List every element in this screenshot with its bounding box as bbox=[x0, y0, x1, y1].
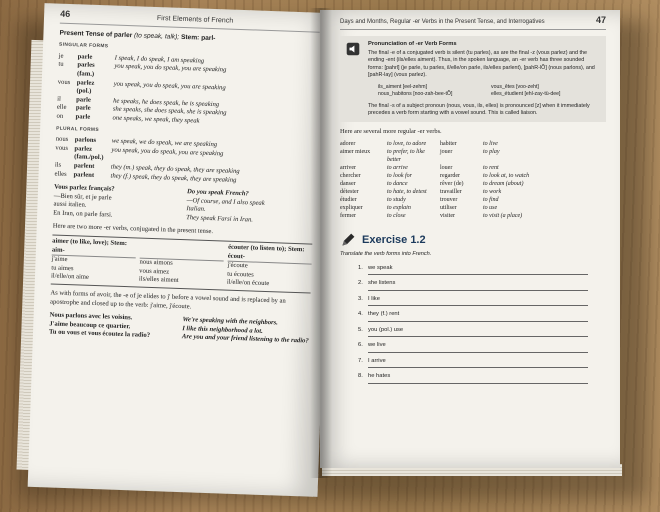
plural-conjugation bbox=[54, 136, 315, 188]
french-sentence: En Iran, on parle farsi. bbox=[53, 209, 113, 219]
exercise-number: 1. bbox=[358, 264, 363, 271]
verb-list-cell: rêver (de) bbox=[440, 181, 464, 188]
verb-form: parlent bbox=[73, 170, 95, 179]
verb-form: parle bbox=[77, 53, 93, 61]
exercise-prompt: we speak bbox=[368, 263, 588, 276]
english-sentence: —Of course, and I also speak bbox=[186, 196, 265, 207]
verb-list-cell: adorer bbox=[340, 141, 356, 148]
right-page bbox=[320, 10, 620, 468]
pronoun: elles bbox=[54, 170, 67, 178]
liaison-examples bbox=[378, 84, 598, 98]
verb-list-cell: aimer mieux bbox=[340, 149, 371, 156]
verb-list-cell: travailler bbox=[440, 189, 462, 196]
pronoun: on bbox=[56, 112, 64, 120]
french-sentence: Nous parlons avec les voisins. bbox=[49, 311, 133, 322]
table-cell: il/elle/on aime bbox=[50, 272, 90, 282]
verb-list-cell: visiter bbox=[440, 213, 455, 220]
verb-form: parlons bbox=[74, 136, 97, 145]
verb-list-cell: to close bbox=[387, 213, 406, 220]
table-header: aimer (to like, love); Stem: aim- bbox=[52, 238, 137, 259]
right-page-number: 47 bbox=[595, 15, 606, 25]
verbs-intro: Here are several more regular -er verbs. bbox=[340, 128, 442, 136]
table-cell: tu écoutes bbox=[227, 270, 254, 279]
english-sentence: Are you and your friend listening to the radio? bbox=[181, 333, 309, 345]
table-cell: ils/elles aiment bbox=[138, 275, 179, 285]
english-meaning: you speak, you do speak, you are speaking bbox=[113, 80, 226, 92]
verb-list-cell: fermer bbox=[340, 213, 356, 220]
verb-list-cell: to study bbox=[387, 197, 406, 204]
verb-list-cell: expliquer bbox=[340, 205, 363, 212]
left-page-number: 46 bbox=[60, 8, 71, 19]
singular-conjugation bbox=[56, 52, 318, 130]
english-meaning: she speaks, she does speak, she is speaking bbox=[112, 105, 227, 117]
exercise-items bbox=[358, 263, 588, 387]
box-paragraph-2: The final -s of a subject pronoun (nous, vous, ils, elles) is pronounced [z] when it immediately precedes a verb form starting with a vowel sound. This is called liaison. bbox=[368, 102, 590, 117]
english-meaning: one speaks, we speak, they speak bbox=[112, 114, 200, 125]
english-meaning: they (f.) speak, they do speak, they are speaking bbox=[110, 171, 237, 184]
verb-form: parles (fam.) bbox=[76, 61, 95, 78]
left-page bbox=[28, 3, 335, 497]
right-page-header bbox=[340, 16, 606, 30]
table-cell: vous aimez bbox=[139, 267, 170, 276]
pronoun: vous bbox=[55, 144, 69, 152]
table-cell: il/elle/on écoute bbox=[226, 279, 270, 288]
french-sentence: Tu ou vous et vous écoutez la radio? bbox=[48, 328, 151, 340]
table-cell: nous aimons bbox=[139, 258, 173, 267]
liaison-example: nous_habitons [noo-zah-bee-tÕ] bbox=[378, 90, 453, 97]
verb-list-cell: détester bbox=[340, 189, 359, 196]
table-intro: Here are two more -er verbs, conjugated in the present tense. bbox=[52, 222, 214, 236]
french-sentence: —Bien sûr, et je parle bbox=[53, 192, 112, 202]
right-header-title: Days and Months, Regular -er Verbs in the Present Tense, and Interrogatives bbox=[340, 19, 545, 25]
verb-list-cell: jouer bbox=[440, 149, 453, 156]
english-sentence: Italian. bbox=[186, 205, 206, 214]
verb-list-cell: to find bbox=[483, 197, 499, 204]
verb-list-cell: trouver bbox=[440, 197, 458, 204]
left-header-title: First Elements of French bbox=[156, 15, 234, 25]
table-cell: j'écoute bbox=[227, 261, 248, 270]
verb-list-cell: to play bbox=[483, 149, 500, 156]
english-meaning: you speak, you do speak, you are speaking bbox=[111, 146, 224, 158]
verb-form: parlez bbox=[74, 144, 93, 153]
left-page-header bbox=[60, 10, 320, 33]
box-title: Pronunciation of -er Verb Forms bbox=[368, 40, 457, 47]
exercise-prompt: I like bbox=[368, 294, 588, 307]
verb-form: parlez (pol.) bbox=[76, 78, 95, 95]
plural-label: PLURAL FORMS bbox=[56, 126, 100, 133]
english-meaning: we speak, we do speak, we are speaking bbox=[111, 137, 218, 149]
verb-list-cell: chercher bbox=[340, 173, 361, 180]
exercise-prompt: you (pol.) use bbox=[368, 325, 588, 338]
table-cell: j'aime bbox=[51, 255, 68, 264]
french-sentence: aussi italien. bbox=[53, 200, 87, 209]
verb-list-cell: to dance bbox=[387, 181, 408, 188]
verb-list-cell: to hate, to detest bbox=[387, 189, 427, 196]
exercise-prompt: they (f.) rent bbox=[368, 309, 588, 322]
pronoun: vous bbox=[57, 78, 71, 86]
verb-form: parle bbox=[75, 113, 91, 121]
verb-list-cell: to prefer, to like better bbox=[387, 149, 425, 164]
verb-list-cell: danser bbox=[340, 181, 356, 188]
exercise-number: 6. bbox=[358, 342, 363, 349]
singular-label: SINGULAR FORMS bbox=[58, 42, 109, 50]
verb-list-cell: arriver bbox=[340, 165, 356, 172]
english-sentence: We're speaking with the neighbors. bbox=[182, 316, 278, 327]
table-header: écouter (to listen to); Stem: écout- bbox=[228, 244, 313, 265]
verb-list-cell: to explain bbox=[387, 205, 411, 212]
french-sentence: Vous parlez français? bbox=[53, 183, 115, 193]
exercise-prompt: she listens bbox=[368, 278, 588, 291]
verb-list-cell: to love, to adore bbox=[387, 141, 427, 148]
verb-list-cell: to arrive bbox=[387, 165, 408, 172]
verb-list-cell: louer bbox=[440, 165, 453, 172]
verb-list-cell: to look at, to watch bbox=[483, 173, 530, 180]
english-sentence: Do you speak French? bbox=[186, 188, 249, 198]
verb-list-cell: to look for bbox=[387, 173, 412, 180]
verb-list-cell: to visit (a place) bbox=[483, 213, 523, 220]
pronoun: il bbox=[57, 95, 61, 103]
verb-form: parlent bbox=[73, 162, 95, 170]
box-paragraph-1: The final -e of a conjugated verb is silent (tu parles), as are the final -z (vous parlez) and the ending -ent (ils/elles aiment). Thus, in the spoken language, an -er verb has three sounded forms: [pahrl] (je parle, tu parles, il/elle/on parle, ils/elles parlent), [pahR-lÕ] (nous parlons), and [pahR-lay] (vous parlez). bbox=[368, 50, 595, 79]
verb-list-cell: habiter bbox=[440, 141, 457, 148]
liaison-example: vous_êtes [voo-zeht] bbox=[491, 83, 539, 90]
verb-list-cell: to use bbox=[483, 205, 498, 212]
verb-form: (fam./pol.) bbox=[74, 153, 104, 162]
verb-list-cell: to live bbox=[483, 141, 498, 148]
exercise-number: 2. bbox=[358, 280, 363, 287]
exercise-number: 7. bbox=[358, 357, 363, 364]
exercise-number: 5. bbox=[358, 326, 363, 333]
verb-list-cell: to work bbox=[483, 189, 502, 196]
english-meaning: they (m.) speak, they do speak, they are speaking bbox=[110, 163, 240, 175]
exercise-instruction: Translate the verb forms into French. bbox=[340, 251, 432, 258]
exercise-number: 4. bbox=[358, 311, 363, 318]
book-gutter bbox=[310, 8, 332, 478]
english-sentence: They speak Farsi in Iran. bbox=[186, 214, 254, 224]
verb-list-cell: to rent bbox=[483, 165, 499, 172]
pronunciation-box bbox=[340, 36, 606, 123]
pronoun: elle bbox=[56, 103, 67, 112]
pronoun: ils bbox=[54, 161, 62, 169]
example-dialog bbox=[53, 184, 314, 227]
english-meaning: you speak, you do speak, you are speaking bbox=[114, 62, 227, 74]
exercise-number: 3. bbox=[358, 295, 363, 302]
english-meaning: he speaks, he does speak, he is speaking bbox=[113, 97, 220, 108]
english-sentence: I like this neighborhood a lot. bbox=[182, 324, 263, 335]
verb-form: parle bbox=[76, 96, 91, 104]
french-sentence: J'aime beaucoup ce quartier. bbox=[49, 320, 131, 331]
conjugation-table bbox=[51, 235, 313, 294]
exercise-prompt: I arrive bbox=[368, 356, 588, 369]
bottom-examples bbox=[49, 312, 310, 347]
verb-form: parle bbox=[75, 104, 91, 113]
verb-list-cell: utiliser bbox=[440, 205, 457, 212]
table-cell: tu aimes bbox=[51, 264, 74, 273]
verb-list bbox=[340, 140, 606, 220]
section-title: Present Tense of parler (to speak, talk); Stem: parl- bbox=[59, 29, 216, 42]
verb-list-cell: to dream (about) bbox=[483, 181, 524, 188]
speaker-icon bbox=[346, 42, 360, 56]
pronoun: nous bbox=[55, 135, 69, 144]
liaison-example: elles_étudient [ehl-zay-tü-dee] bbox=[491, 90, 561, 97]
exercise-prompt: we live bbox=[368, 340, 588, 353]
english-meaning: I speak, I do speak, I am speaking bbox=[114, 54, 205, 65]
verb-list-cell: regarder bbox=[440, 173, 460, 180]
pencil-icon bbox=[340, 232, 356, 248]
verb-list-cell: étudier bbox=[340, 197, 357, 204]
elision-note: As with forms of avoir, the -e of je elides to j' before a vowel sound and is replaced by an apostrophe and closed up to the verb: j'aime, j'écoute. bbox=[49, 289, 286, 311]
pronoun: tu bbox=[58, 60, 64, 69]
exercise-number: 8. bbox=[358, 373, 363, 380]
liaison-example: ils_aiment [eel-zehm] bbox=[378, 83, 428, 90]
exercise-heading bbox=[340, 232, 606, 248]
pronoun: je bbox=[58, 52, 64, 60]
exercise-prompt: he hates bbox=[368, 371, 588, 384]
exercise-title: Exercise 1.2 bbox=[362, 233, 426, 246]
